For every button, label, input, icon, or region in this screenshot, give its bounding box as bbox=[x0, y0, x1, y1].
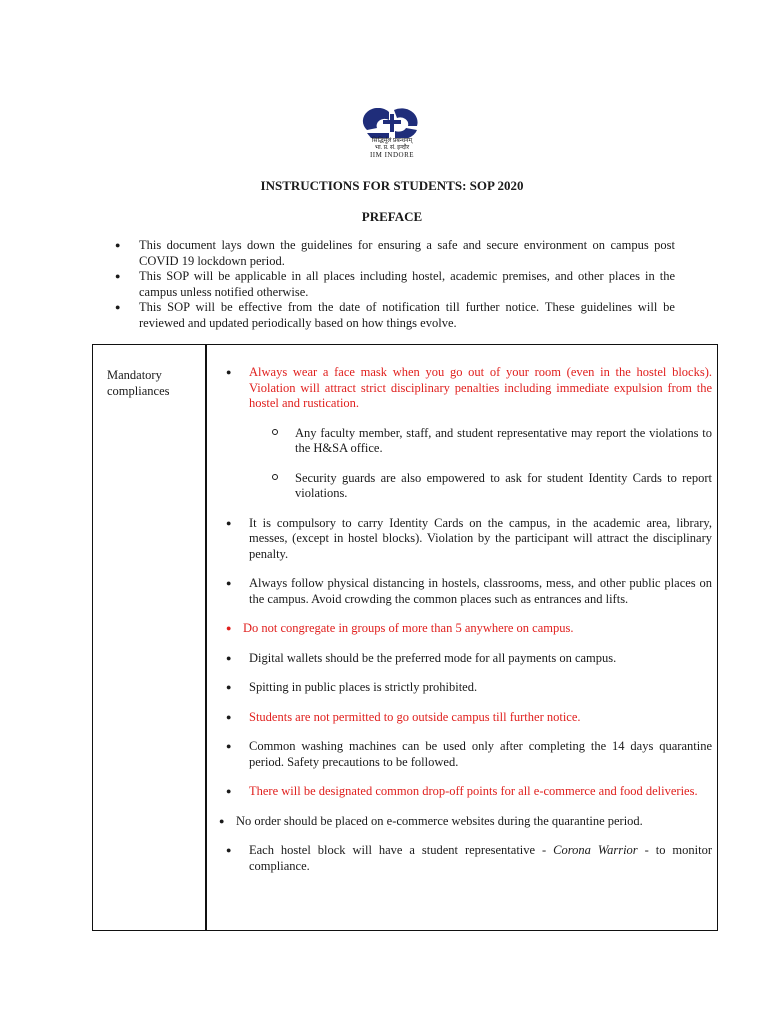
list-item bbox=[226, 680, 712, 696]
list-item-text: Do not congregate in groups of more than 5 anywhere on campus. bbox=[243, 621, 574, 635]
list-item bbox=[226, 365, 712, 412]
list-item bbox=[226, 710, 712, 726]
preface-item: ● This SOP will be effective from the date of notification till further notice. These guidelines will be reviewed and updated periodically based on how things evolve. bbox=[115, 300, 675, 331]
sub-list-item bbox=[272, 471, 712, 502]
list-item bbox=[226, 516, 712, 563]
list-item bbox=[226, 576, 712, 607]
list-item-text: Spitting in public places is strictly prohibited. bbox=[249, 680, 478, 694]
sub-list-item-text: Any faculty member, staff, and student representative may report the violations to the H&SA office. bbox=[295, 425, 712, 455]
compliance-table bbox=[92, 344, 718, 931]
list-item-text-before: Each hostel block will have a student representative - bbox=[249, 843, 554, 857]
bullet-icon: ● bbox=[219, 815, 225, 826]
list-item-text: There will be designated common drop-off points for all e-commerce and food deliveries. bbox=[249, 784, 698, 798]
sub-list-item bbox=[272, 426, 712, 457]
list-item bbox=[226, 739, 712, 770]
list-item bbox=[226, 784, 712, 800]
bullet-icon: ● bbox=[226, 682, 232, 692]
logo-motto: सिद्धिर्मूलं प्रबन्धनम् bbox=[371, 138, 413, 144]
logo-english-name: IIM INDORE bbox=[369, 151, 415, 159]
list-item bbox=[226, 621, 712, 637]
table-left-label: Mandatory compliances bbox=[107, 368, 170, 398]
bullet-icon: ● bbox=[226, 845, 232, 855]
bullet-icon: ● bbox=[226, 367, 232, 377]
section-title-preface: PREFACE bbox=[361, 209, 423, 224]
list-item-text: It is compulsory to carry Identity Cards on the campus, in the academic area, library, messes, (except in hostel blocks). Violation by the participant will attract the disciplinary penalty. bbox=[249, 515, 712, 561]
preface-item: ● This SOP will be applicable in all places including hostel, academic premises, and other places in the campus unless notified otherwise. bbox=[115, 269, 675, 300]
circle-bullet-icon bbox=[272, 474, 278, 480]
list-item bbox=[219, 814, 712, 830]
list-item-text: Always follow physical distancing in hostels, classrooms, mess, and other public places on the campus. Avoid crowding the common places such as entrances and lifts. bbox=[249, 576, 712, 606]
document-title: INSTRUCTIONS FOR STUDENTS: SOP 2020 bbox=[260, 178, 524, 193]
logo-emblem-icon bbox=[361, 108, 423, 138]
compliance-list bbox=[219, 365, 712, 888]
sub-list-item-text: Security guards are also empowered to ask for student Identity Cards to report violations. bbox=[295, 470, 712, 500]
bullet-icon: ● bbox=[226, 741, 232, 751]
table-column-divider bbox=[205, 345, 207, 930]
bullet-icon: ● bbox=[226, 517, 232, 528]
list-item bbox=[226, 651, 712, 667]
preface-item: ● This document lays down the guidelines for ensuring a safe and secure environment on campus post COVID 19 lockdown period. bbox=[115, 238, 675, 269]
bullet-icon: ● bbox=[226, 578, 232, 588]
corona-warrior-term: Corona Warrior bbox=[553, 843, 638, 857]
circle-bullet-icon bbox=[272, 429, 278, 435]
iim-indore-logo bbox=[361, 108, 423, 166]
bullet-icon: ● bbox=[226, 623, 232, 633]
list-item bbox=[226, 843, 712, 874]
list-item-text-after: - to monitor compliance. bbox=[249, 843, 712, 873]
list-item-text: Digital wallets should be the preferred mode for all payments on campus. bbox=[249, 650, 617, 665]
logo-hindi-name: भा. प्र. सं. इन्दौर bbox=[374, 145, 410, 151]
bullet-icon: ● bbox=[226, 711, 232, 722]
preface-list bbox=[115, 238, 675, 331]
bullet-icon: ● bbox=[226, 786, 232, 796]
list-item-text: Common washing machines can be used only after completing the 14 days quarantine period. Safety precautions to be followed. bbox=[249, 739, 712, 769]
bullet-icon: ● bbox=[226, 652, 232, 663]
list-item-text: No order should be placed on e-commerce websites during the quarantine period. bbox=[236, 813, 643, 828]
list-item-text: Always wear a face mask when you go out of your room (even in the hostel blocks). Violation will attract strict disciplinary penalties including immediate expulsion from the hostel and rustication. bbox=[249, 365, 712, 410]
list-item-text: Students are not permitted to go outside campus till further notice. bbox=[249, 709, 581, 724]
